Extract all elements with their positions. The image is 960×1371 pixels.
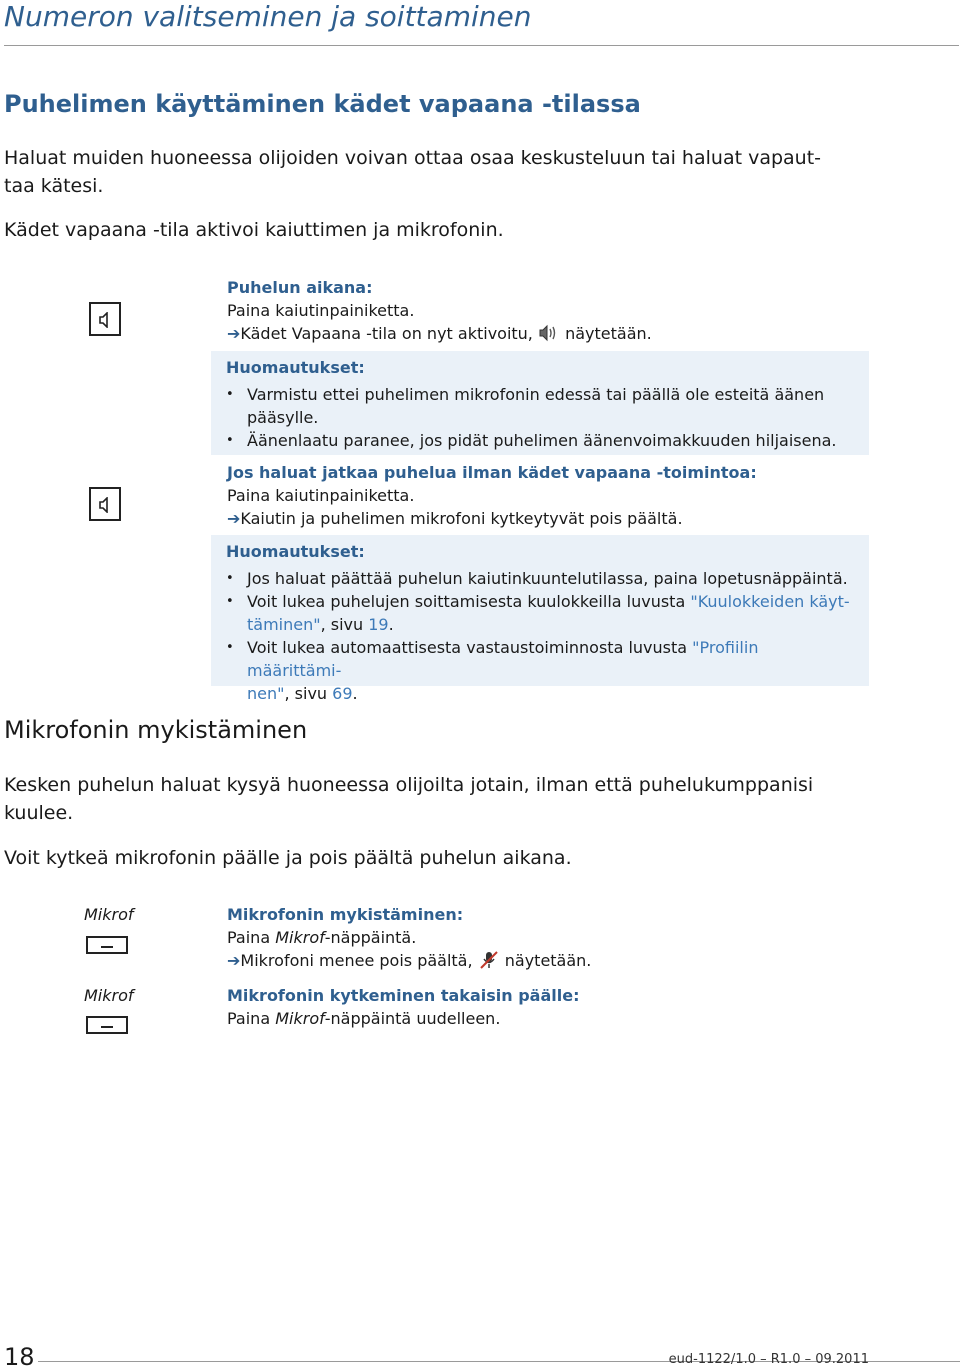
page-link[interactable]: 19 — [368, 615, 389, 634]
header-divider — [4, 45, 959, 46]
mute-block — [227, 903, 867, 972]
softkey-label: Mikrof — [84, 905, 134, 924]
during-call-heading: Puhelun aikana: — [227, 278, 373, 297]
mute-intro-paragraph-2: Voit kytkeä mikrofonin päälle ja pois päältä puhelun aikana. — [4, 847, 572, 869]
notes-list — [226, 383, 854, 452]
arrow-icon: ➔ — [227, 509, 241, 528]
section-heading-mute: Mikrofonin mykistäminen — [4, 716, 308, 744]
mikrof-softkey[interactable] — [86, 936, 128, 954]
during-call-result: ➔Kädet Vapaana -tila on nyt aktivoitu, näytetään. — [227, 324, 652, 343]
unmute-action: Paina Mikrof-näppäintä uudelleen. — [227, 1009, 501, 1028]
during-call-block — [227, 276, 867, 345]
mute-result: ➔Mikrofoni menee pois päältä, näytetään. — [227, 951, 592, 970]
continue-result: ➔Kaiutin ja puhelimen mikrofoni kytkeytyvät pois päältä. — [227, 509, 683, 528]
mikrof-softkey[interactable] — [86, 1016, 128, 1034]
notes-list — [226, 567, 854, 705]
cross-reference-link[interactable]: "Kuulokkeiden käyt- — [690, 592, 850, 611]
page-link[interactable]: 69 — [332, 684, 353, 703]
notes-heading: Huomautukset: — [226, 358, 365, 377]
speaker-key-icon — [89, 487, 121, 521]
cross-reference-link[interactable]: "Profiilin määrittämi- — [247, 638, 759, 680]
continue-heading: Jos haluat jatkaa puhelua ilman kädet vapaana -toimintoa: — [227, 463, 757, 482]
arrow-icon: ➔ — [227, 324, 241, 343]
microphone-muted-icon — [478, 950, 500, 970]
notes-box-1 — [211, 351, 869, 455]
speaker-key-icon — [89, 302, 121, 336]
cross-reference-link[interactable]: täminen" — [247, 615, 321, 634]
list-item: • Äänenlaatu paranee, jos pidät puhelimen äänenvoimakkuuden hiljaisena. — [226, 429, 854, 452]
list-item: • Voit lukea automaattisesta vastaustoiminnosta luvusta "Profiilin määrittämi- nen", sivu 69. — [226, 636, 854, 705]
unmute-block — [227, 984, 867, 1030]
intro-paragraph-2: Kädet vapaana -tila aktivoi kaiuttimen ja mikrofonin. — [4, 219, 504, 241]
mute-action: Paina Mikrof-näppäintä. — [227, 928, 417, 947]
softkey-label: Mikrof — [84, 986, 134, 1005]
notes-heading: Huomautukset: — [226, 542, 365, 561]
document-reference: eud-1122/1.0 – R1.0 – 09.2011 — [668, 1352, 869, 1367]
notes-box-2 — [211, 535, 869, 703]
mute-heading: Mikrofonin mykistäminen: — [227, 905, 464, 924]
handsfree-speaker-icon — [538, 324, 560, 342]
cross-reference-link[interactable]: nen" — [247, 684, 285, 703]
list-item: • Varmistu ettei puhelimen mikrofonin edessä tai päällä ole esteitä äänen pääsylle. — [226, 383, 854, 429]
intro-paragraph: Haluat muiden huoneessa olijoiden voivan ottaa osaa keskusteluun tai haluat vapaut- taa kätesi. — [4, 147, 822, 197]
page-number: 18 — [4, 1343, 35, 1371]
list-item: • Jos haluat päättää puhelun kaiutinkuuntelutilassa, paina lopetusnäppäintä. — [226, 567, 854, 590]
continue-block — [227, 461, 867, 530]
chapter-title: Numeron valitseminen ja soittaminen — [4, 0, 532, 33]
mute-intro-paragraph: Kesken puhelun haluat kysyä huoneessa olijoilta jotain, ilman että puhelukumppanisi kuulee. — [4, 774, 814, 824]
arrow-icon: ➔ — [227, 951, 241, 970]
list-item: • Voit lukea puhelujen soittamisesta kuulokkeilla luvusta "Kuulokkeiden käyt- täminen", sivu 19. — [226, 590, 854, 636]
during-call-action: Paina kaiutinpainiketta. — [227, 301, 415, 320]
section-heading-handsfree: Puhelimen käyttäminen kädet vapaana -tilassa — [4, 90, 641, 118]
continue-action: Paina kaiutinpainiketta. — [227, 486, 415, 505]
unmute-heading: Mikrofonin kytkeminen takaisin päälle: — [227, 986, 580, 1005]
